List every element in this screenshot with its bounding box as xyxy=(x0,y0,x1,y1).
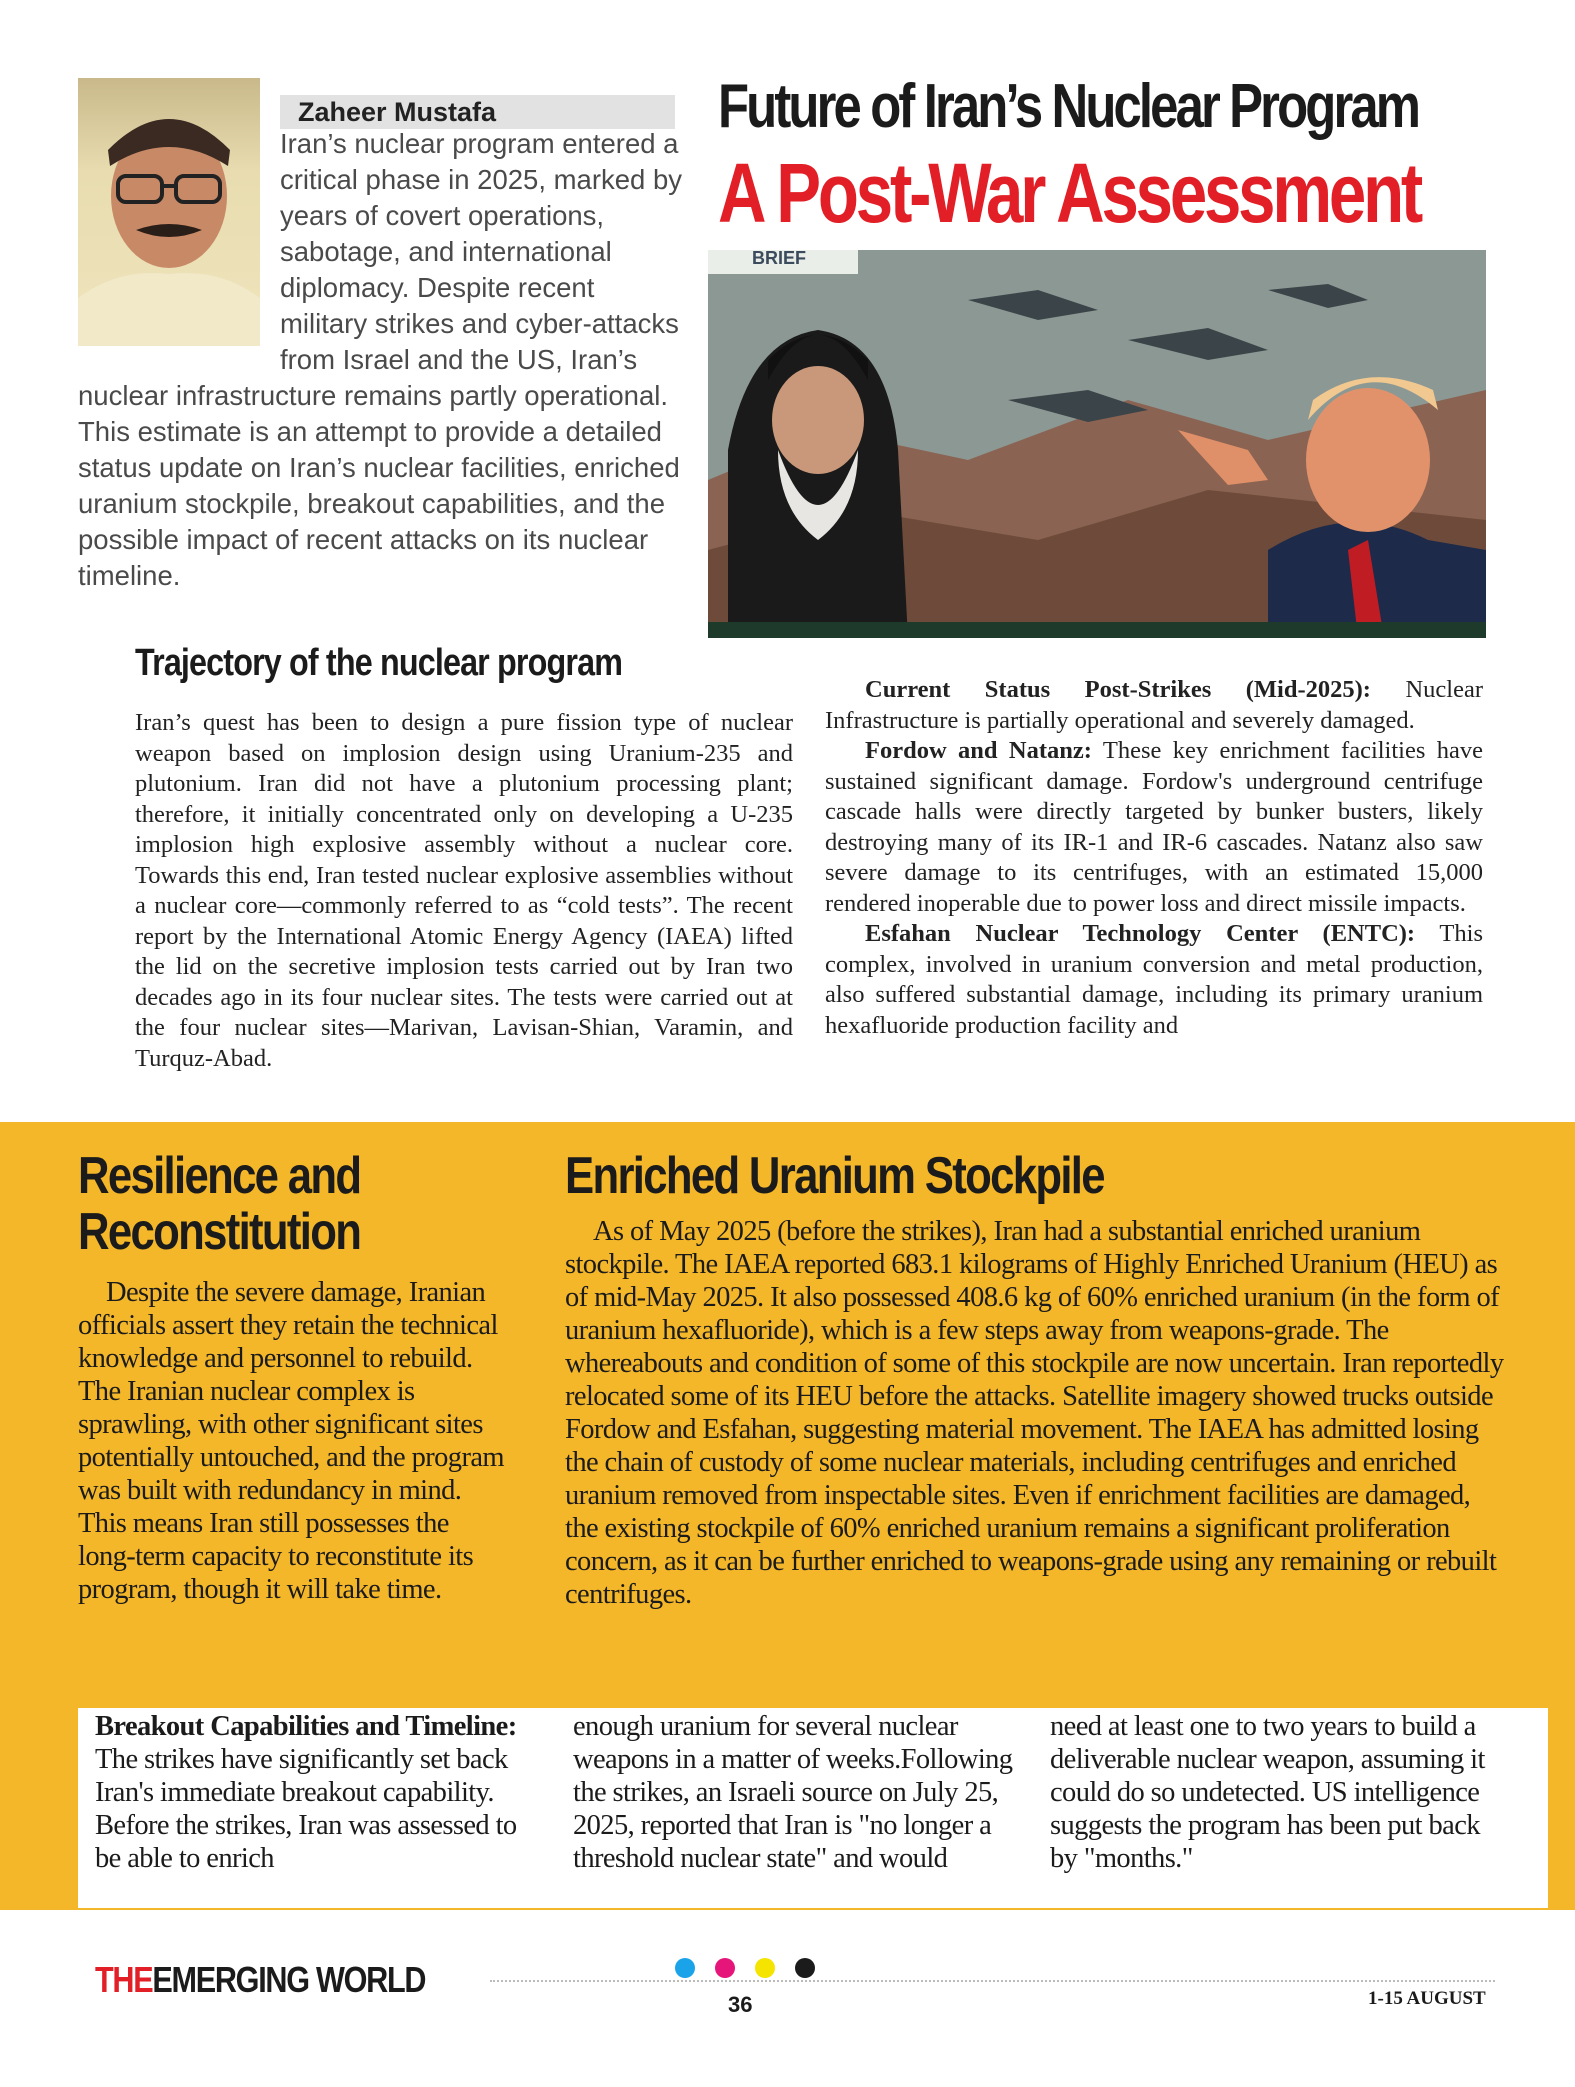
registration-dot-cyan xyxy=(675,1958,695,1978)
status-label-3: Esfahan Nuclear Technology Center (ENTC): xyxy=(865,920,1416,947)
breakout-text-1: The strikes have significantly set back Iran's immediate breakout capability. Before the strikes, Iran was assessed to be able to enrich xyxy=(95,1744,517,1874)
headline-title: Future of Iran’s Nuclear Program xyxy=(718,72,1419,141)
trajectory-heading: Trajectory of the nuclear program xyxy=(135,642,623,684)
breakout-label: Breakout Capabilities and Timeline: xyxy=(95,1711,517,1742)
trajectory-body: Iran’s quest has been to design a pure fission type of nuclear weapon based on implosion design using Uranium-235 and plutonium. Iran did not have a plutonium processing plant; therefore, it initially concentrated only on developing a U-235 implosion high explosive assembly without a nuclear core. Towards this end, Iran tested nuclear explosive assemblies without a nuclear core—commonly referred to as “cold tests”. The recent report by the International Atomic Energy Agency (IAEA) lifted the lid on the secretive implosion tests carried out by Iran two decades ago in its four nuclear sites. The tests were carried out at the four nuclear sites—Marivan, Lavisan-Shian, Varamin, and Turquz-Abad. xyxy=(135,709,793,1072)
status-label-2: Fordow and Natanz: xyxy=(865,737,1092,764)
resilience-body: Despite the severe damage, Iranian officials assert they retain the technical knowledge and personnel to rebuild. The Iranian nuclear complex is sprawling, with other significant sites potentially untouched, and the program was built with redundancy in mind. This means Iran still possesses the long-term capacity to reconstitute its program, though it will take time. xyxy=(78,1277,504,1605)
registration-dot-yellow xyxy=(755,1958,775,1978)
status-text-1: Nuclear Infrastructure is partially operational and severely damaged. xyxy=(825,676,1483,734)
footer-divider xyxy=(490,1980,1495,1982)
resilience-heading-line2: Reconstitution xyxy=(78,1203,361,1261)
enriched-heading: Enriched Uranium Stockpile xyxy=(565,1147,1104,1205)
intro-block xyxy=(78,126,688,594)
author-name: Zaheer Mustafa xyxy=(298,97,497,127)
trajectory-body-column xyxy=(135,708,793,1074)
headline-subtitle: A Post-War Assessment xyxy=(718,146,1421,240)
brand-the: THE xyxy=(95,1959,153,2000)
magazine-brand xyxy=(95,1958,425,2002)
status-text-3: This complex, involved in uranium conversion and metal production, also suffered substantial damage, including its primary uranium hexafluoride production facility and xyxy=(825,920,1483,1039)
breakout-text-3: need at least one to two years to build a deliverable nuclear weapon, assuming it could do so undetected. US intelligence suggests the program has been put back by "months." xyxy=(1050,1711,1485,1874)
enriched-body: As of May 2025 (before the strikes), Iran had a substantial enriched uranium stockpile. The IAEA reported 683.1 kilograms of Highly Enriched Uranium (HEU) as of mid-May 2025. It also possessed 408.6 kg of 60% enriched uranium (in the form of uranium hexafluoride), which is a few steps away from weapons-grade. The whereabouts and condition of some of this stockpile are now uncertain. Iran reportedly relocated some of its HEU before the attacks. Satellite imagery showed trucks outside Fordow and Esfahan, suggesting material movement. The IAEA has admitted losing the chain of custody of some nuclear materials, including centrifuges and enriched uranium removed from inspectable sites. Even if enrichment facilities are damaged, the existing stockpile of 60% enriched uranium remains a significant proliferation concern, as it can be further enriched to weapons-grade using any remaining or rebuilt centrifuges. xyxy=(565,1216,1504,1610)
breakout-column-2 xyxy=(573,1710,1028,1875)
hero-image xyxy=(708,250,1486,638)
brand-name: EMERGING WORLD xyxy=(152,1959,426,2000)
status-text-2: These key enrichment facilities have sustained significant damage. Fordow's underground centrifuge cascade halls were directly targeted by bunker busters, likely destroying many of its IR-1 and IR-6 cascades. Natanz also saw severe damage to its centrifuges, with an estimated 15,000 rendered inoperable due to power loss and direct missile impacts. xyxy=(825,737,1484,917)
intro-text: Iran’s nuclear program entered a critical phase in 2025, marked by years of covert operations, sabotage, and international diplomacy. Despite recent military strikes and cyber-attacks from Israel and the US, Iran’s nuclear infrastructure remains partly operational. This estimate is an attempt to provide a detailed status update on Iran’s nuclear facilities, enriched uranium stockpile, breakout capabilities, and the possible impact of recent attacks on its nuclear timeline. xyxy=(78,128,683,591)
page-number: 36 xyxy=(728,1992,753,2017)
status-paragraph-2 xyxy=(825,736,1483,919)
breakout-column-3 xyxy=(1050,1710,1500,1875)
hero-banner-text: BRIEF xyxy=(752,250,806,268)
resilience-heading xyxy=(78,1148,360,1260)
enriched-body-column xyxy=(565,1215,1505,1611)
registration-dot-magenta xyxy=(715,1958,735,1978)
status-label-1: Current Status Post-Strikes (Mid-2025): xyxy=(865,676,1371,703)
issue-date: 1-15 AUGUST xyxy=(1368,1988,1486,2009)
status-paragraph-3 xyxy=(825,919,1483,1041)
registration-dot-black xyxy=(795,1958,815,1978)
status-paragraph-1 xyxy=(825,675,1483,736)
breakout-column-1 xyxy=(95,1710,535,1875)
status-column xyxy=(825,675,1483,1041)
resilience-body-column xyxy=(78,1276,510,1606)
resilience-heading-line1: Resilience and xyxy=(78,1147,361,1205)
breakout-text-2: enough uranium for several nuclear weapons in a matter of weeks.Following the strikes, an Israeli source on July 25, 2025, reported that Iran is "no longer a threshold nuclear state" and would xyxy=(573,1711,1013,1874)
hero-banner xyxy=(752,250,806,268)
